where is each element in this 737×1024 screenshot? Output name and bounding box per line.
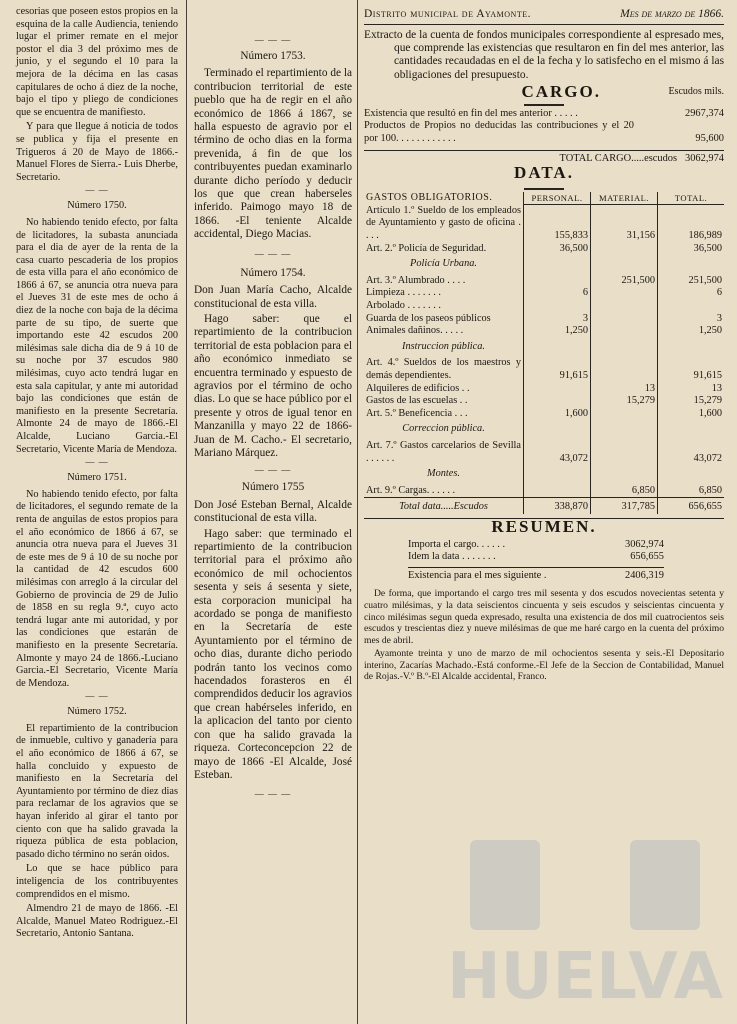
separator: — — — [254,789,292,800]
total-personal: 338,870 [524,498,591,514]
cell-personal: 3 [524,313,591,326]
resumen-value: 656,655 [630,551,664,563]
cell-personal [524,395,591,408]
table-row [364,440,724,465]
data-rows [364,205,724,498]
column-3 [364,6,724,685]
separator: — — — [254,35,292,45]
ornament [364,100,724,107]
cargo-total-value: 3062,974 [685,152,724,164]
cell-material: 15,279 [591,395,658,408]
cell-material [591,440,658,465]
empty-cell [658,420,725,440]
empty-cell [524,255,591,275]
cell-total: 251,500 [658,275,725,288]
empty-cell [591,255,658,275]
table-row [364,485,724,498]
empty-cell [658,338,725,358]
resumen-row [408,539,664,552]
column-rule [186,0,187,1024]
resumen-block [364,537,724,583]
watermark-shield-icon [630,840,700,930]
month-title: Mes de marzo de 1866. [620,8,724,20]
ornament [364,184,724,191]
resumen-heading [364,518,724,537]
cell-total [658,300,725,313]
cargo-title: CARGO. [521,82,601,102]
notice-number: Número 1752. [67,706,127,718]
cell-material: 31,156 [591,205,658,243]
column-2 [194,6,352,807]
section-label: Policía Urbana. [410,258,477,270]
column-rule [357,0,358,1024]
column-header-total: TOTAL. [658,192,725,205]
paragraph: Hago saber: que el repartimiento de la contribucion territorial de esta poblacion para el año económico inmediato se encuentra terminado y espuesto de agravios por el término de ocho dias. Lo que se hace público por el presente y otros de igual tenor en Manzanilla y mayo 22 de 1866-Juan de M. Cacho.- El secretario, Mariano Márquez. [194,312,352,459]
row-label: Limpieza . . . . . . . [366,287,441,299]
empty-cell [524,420,591,440]
cargo-row-value: 2967,374 [685,107,724,119]
cell-material [591,313,658,326]
closing-paragraph: Ayamonte treinta y uno de marzo de mil ochocientos sesenta y seis.-El Depositario interino, Zacarías Machado.-Está conforme.-El Jefe de la Seccion de Contabilidad, Manuel de Rojas.-V.º B.º-El Alcalde accidental, Franco. [364,648,724,683]
cell-total: 3 [658,313,725,326]
cell-personal [524,383,591,396]
notice-number: Número 1750. [67,200,127,212]
section-label: Montes. [427,468,460,480]
separator: — — — [254,248,292,259]
cell-total: 6 [658,287,725,300]
paragraph: Terminado el repartimiento de la contribucion territorial de este pueblo que ha de regir en el año económico de 1866 á 1867, se halla espuesto de agravio por el término de ocho dias en la forma prevenida, á fin de que los contribuyentes puedan examinarlo durante dicho período y deducir los que que crean haberseles inferido. Paimogo mayo 18 de 1866. -El teniente Alcalde accidental, Diego Macias. [194,67,352,241]
notice-number: Número 1755 [241,481,305,494]
cell-personal: 91,615 [524,357,591,382]
cell-personal [524,300,591,313]
paragraph: No habiendo tenido efecto, por falta de licitadores, el segundo remate de la renta de anguilas de estos propios para el año económico de 1866 á 67, se anuncia otra nueva para el Jueves 31 de este mes de 9 á 10 de su noche por la cantidad de 42 escudos 600 milésimas con arreglo á la circular del Gobierno de provincia de 29 de Julio de 1858 en su regla 9.ª, cuyo acto tendrá lugar ante mi autoridad, y por las condiciones que estarán de manifiesto en la presente Secretaría. Almonte y mayo 24 de 1866.-Luciano Garcia.-El Secretario, Vicente María de Mendoza. [16,488,178,689]
cell-total: 1,250 [658,325,725,338]
cell-material [591,243,658,256]
paragraph: cesorias que poseen estos propios en la esquina de la calle Audiencia, teniendo lugar el primer remate en el mejor postor el dia 3 del próximo mes de junio, y el segundo el 10 para la mejora de la décima en las casas capitulares de ocho á diez de la noche, bajo el tipo y pliego de condiciones que se encuentra de manifiesto. [16,6,178,118]
table-section-row [364,338,724,358]
column-header-personal: PERSONAL. [524,192,591,205]
data-heading [364,163,724,183]
cell-total: 43,072 [658,440,725,465]
cell-material [591,287,658,300]
cell-total: 6,850 [658,485,725,498]
separator: — — [85,457,109,468]
empty-cell [658,465,725,485]
table-row [364,325,724,338]
empty-cell [591,338,658,358]
cell-total: 91,615 [658,357,725,382]
row-label: Art. 2.º Policía de Seguridad. [366,242,487,254]
section-header [364,6,724,25]
data-table [364,192,724,514]
cell-material [591,325,658,338]
cell-material [591,408,658,421]
cargo-row-label: Existencia que resultó en fin del mes anterior . . . . . [364,107,578,119]
row-label: Artículo 1.º Sueldo de los empleados de Ayuntamiento y gasto de oficina . . . . [366,204,521,242]
cell-personal [524,485,591,498]
data-title: DATA. [514,163,574,183]
resumen-label: Idem la data . . . . . . . [408,551,496,563]
row-label: Art. 3.º Alumbrado . . . . [366,274,466,286]
cell-personal [524,275,591,288]
cell-personal: 6 [524,287,591,300]
gastos-title: GASTOS OBLIGATORIOS. [366,191,493,203]
cell-total: 1,600 [658,408,725,421]
resumen-title: RESUMEN. [491,516,597,536]
empty-cell [591,420,658,440]
cargo-row [364,108,724,121]
cell-material [591,300,658,313]
table-section-row [364,465,724,485]
district-title: Distrito municipal de Ayamonte. [364,8,531,20]
row-label: Art. 5.º Beneficencia . . . [366,407,468,419]
table-row [364,287,724,300]
cell-total: 13 [658,383,725,396]
row-label: Gastos de las escuelas . . [366,395,468,407]
resumen-row [408,567,664,583]
cell-material: 6,850 [591,485,658,498]
empty-cell [524,338,591,358]
cargo-row-value: 95,600 [695,133,724,144]
column-header-material: MATERIAL. [591,192,658,205]
table-row [364,395,724,408]
row-label: Art. 4.º Sueldos de los maestros y demás dependientes. [366,357,521,381]
cell-material [591,357,658,382]
cargo-total-label: TOTAL CARGO.....escudos [559,152,678,164]
cell-material: 251,500 [591,275,658,288]
table-row [364,275,724,288]
cargo-row [364,120,724,145]
separator: — — [85,185,109,196]
paragraph: Don José Esteban Bernal, Alcalde constitucional de esta villa. [194,498,352,525]
row-label: Guarda de los paseos públicos [366,312,491,324]
paragraph: Y para que llegue á noticia de todos se publica y fija el presente en Trigueros á 20 de Mayo de 1866.-Manuel Flores de Sierra.- Luis Dherbe, Secretario. [16,121,178,183]
cell-personal: 1,600 [524,408,591,421]
table-row [364,383,724,396]
total-label: Total data.....Escudos [399,501,488,513]
total-material: 317,785 [591,498,658,514]
extract-paragraph: Extracto de la cuenta de fondos municipales correspondiente al espresado mes, que comprende las existencias que resultaron en fin del mes anterior, las cantidades recaudadas en el de la fecha y lo satisfecho en el mismo á las obligaciones del presupuesto. [364,28,724,81]
cargo-heading [364,82,724,102]
cargo-row-label: Productos de Propios no deducidas las contribuciones y el 20 por 100. . . . . . . . . . . . [364,120,634,144]
empty-cell [658,255,725,275]
paragraph: Hago saber: que terminado el repartimiento de la contribucion territorial para el próximo año económico de mil ochocientos sesenta y seis á sesenta y siete, esta corporacion municipal ha acordado se ponga de manifiesto en la Secretaría de este Ayuntamiento por el término de ocho dias, durante dicho periodo podrán tanto los vecinos como hacendados forasteros en él comprendidos deducir los agravios que crean habérseles inferido, en la aplicacion del tanto por ciento con que ha salido gravada la riqueza. Corteconcepcion 22 de mayo de 1866 -El Alcalde, José Esteban. [194,527,352,781]
table-row [364,300,724,313]
cell-total: 186,989 [658,205,725,243]
cell-personal: 1,250 [524,325,591,338]
table-section-row [364,420,724,440]
table-row [364,357,724,382]
closing-block [364,588,724,683]
resumen-row [408,551,664,564]
table-header [364,192,724,205]
paragraph: Don Juan María Cacho, Alcalde constitucional de esta villa. [194,284,352,310]
total-total: 656,655 [658,498,725,514]
section-label: Correccion pública. [402,423,485,435]
table-total-row [364,498,724,514]
notice-number: Número 1751. [67,472,127,484]
section-label: Instruccion pública. [402,340,485,352]
watermark-shield-icon [470,840,540,930]
cell-total: 36,500 [658,243,725,256]
resumen-value: 3062,974 [625,538,664,550]
table-row [364,313,724,326]
paragraph: Lo que se hace público para inteligencia de los contribuyentes comprendidos en el mismo. [16,863,178,900]
closing-paragraph: De forma, que importando el cargo tres mil sesenta y dos escudos novecientas setenta y cuatro milésimas, y la data seiscientos cincuenta y seis escudos y seiscientas cincuenta y cinco milésimas segun queda expresado, resulta una existencia de dos mil cuatrocientos seis escudos y trescientas diez y nueve milésimas de que me haré cargo en la cuenta del próximo mes de abril. [364,588,724,646]
watermark-text: HUELVA [447,940,723,1014]
table-row [364,408,724,421]
resumen-label: Importa el cargo. . . . . . [408,538,506,550]
cell-personal: 43,072 [524,440,591,465]
paragraph: No habiendo tenido efecto, por falta de licitadores, la subasta anunciada para el dia de ayer de la renta de la casa cuarto pescaderia de los propios de esta villa para el año económico de 1866 á 67, se anuncia otra nueva para el Jueves 31 de este mes de ocho á diez de la noche con baja de la décima parte de su tipo, de suerte que importando este 42 escudos 200 milésimas sale dicha dia de 9 á 10 de su noche por 37 escudos 980 milésimas, cuyo acto tendrá lugar en esta sala capitular, y ante mi autoridad bajo las condiciones que están de manifiesto en la presente Secretaría. Almonte 24 de mayo de 1866.-El Alcalde, Luciano Garcia.-El Secretario, Vicente María de Mendoza. [16,216,178,455]
empty-cell [591,465,658,485]
table-row [364,205,724,243]
cargo-unit: Escudos mils. [668,86,724,98]
cell-material: 13 [591,383,658,396]
archive-watermark [440,830,730,1020]
resumen-value: 2406,319 [625,569,664,581]
cell-personal: 155,833 [524,205,591,243]
row-label: Alquileres de edificios . . [366,382,470,394]
column-1 [16,6,178,943]
row-label: Arbolado . . . . . . . [366,300,441,312]
row-label: Art. 9.º Cargas. . . . . . [366,484,456,496]
cell-personal: 36,500 [524,243,591,256]
separator: — — — [254,465,292,476]
cell-total: 15,279 [658,395,725,408]
table-section-row [364,255,724,275]
resumen-label: Existencia para el mes siguiente . [408,569,547,581]
paragraph: El repartimiento de la contribucion de inmueble, cultivo y ganadería para el año económico de 1866 á 67, se halla concluido y expuesto de manifiesto en la Secretaría del Ayuntamiento por término de diez dias para reclamar de los agravios que se hayan inferido al girar el tanto por ciento con que ha salido gravada la riqueza pública de esta poblacion, pasado dicho término no serán oidos. [16,722,178,860]
paragraph: Almendro 21 de mayo de 1866. -El Alcalde, Manuel Mateo Rodriguez.-El Secretario, Antonio Santana. [16,903,178,940]
notice-number: Número 1754. [240,266,306,279]
separator: — — [85,691,109,702]
row-label: Animales dañinos. . . . . [366,325,464,337]
table-row [364,243,724,256]
notice-number: Número 1753. [240,50,306,62]
empty-cell [524,465,591,485]
row-label: Art. 7.º Gastos carcelarios de Sevilla . . . . . . [366,439,521,464]
